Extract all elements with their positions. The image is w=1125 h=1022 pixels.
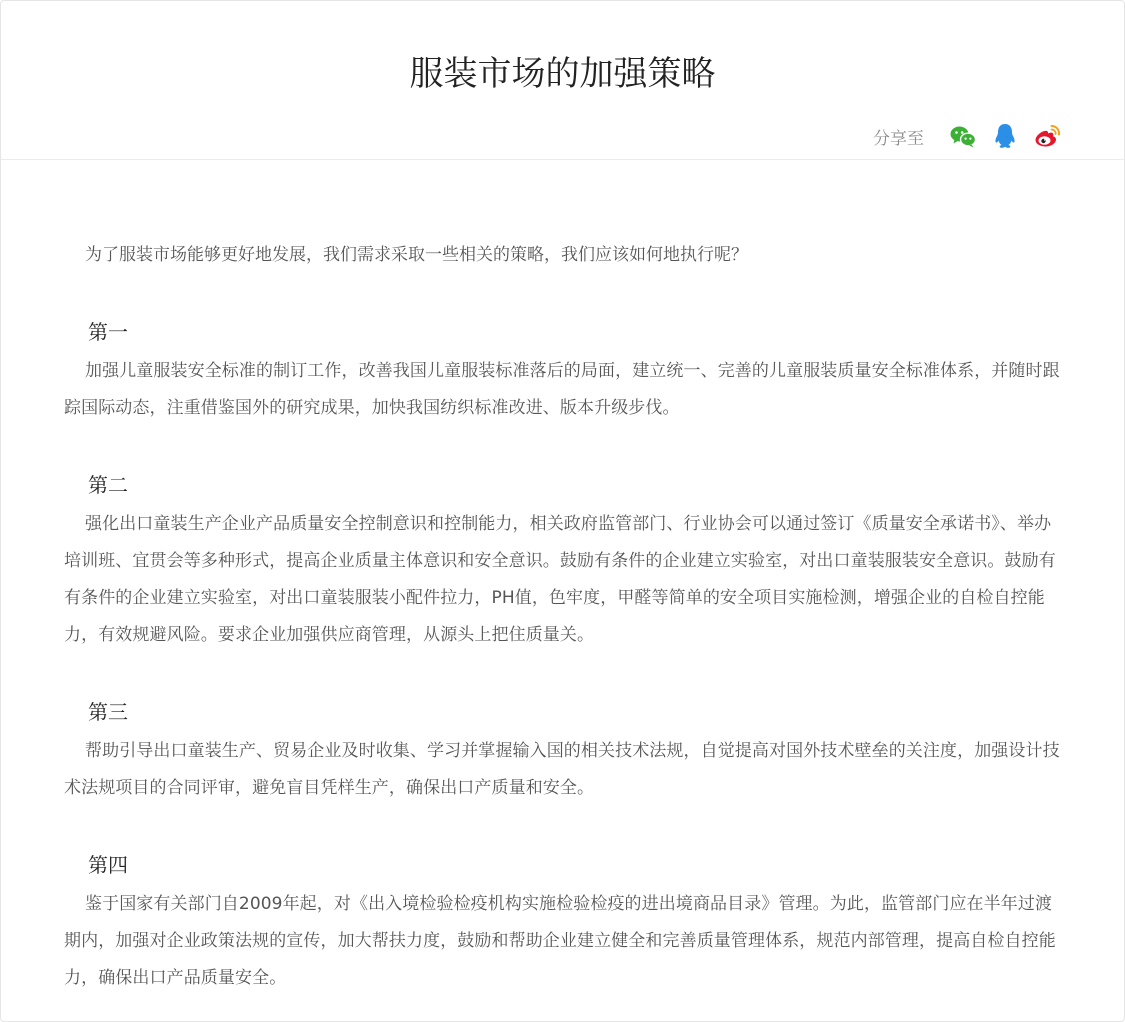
section-paragraph: 加强儿童服装安全标准的制订工作，改善我国儿童服装标准落后的局面，建立统一、完善的儿童服装质量安全标准体系，并随时跟踪国际动态，注重借鉴国外的研究成果，加快我国纺织标准改进、版本升级步伐。 [64, 361, 1060, 418]
wechat-icon[interactable] [948, 121, 978, 151]
section-1 [64, 317, 1064, 427]
section-4 [64, 850, 1064, 997]
section-3 [64, 697, 1064, 807]
qq-icon[interactable] [990, 121, 1020, 151]
article-title: 服装市场的加强策略 [409, 54, 716, 94]
section-heading: 第四 [88, 853, 128, 877]
weibo-icon[interactable] [1032, 121, 1062, 151]
section-paragraph: 鉴于国家有关部门自2009年起，对《出入境检验检疫机构实施检验检疫的进出境商品目录》管理。为此，监管部门应在半年过渡期内，加强对企业政策法规的宣传，加大帮扶力度，鼓励和帮助企业建立健全和完善质量管理体系，规范内部管理，提高自检自控能力，确保出口产品质量安全。 [64, 894, 1056, 988]
section-heading: 第一 [88, 320, 128, 344]
share-label: 分享至 [873, 128, 924, 149]
share-bar [873, 121, 1062, 151]
article-header [1, 1, 1124, 160]
article-body [64, 237, 1064, 997]
section-2 [64, 470, 1064, 654]
intro-paragraph: 为了服装市场能够更好地发展，我们需求采取一些相关的策略，我们应该如何地执行呢？ [85, 245, 748, 265]
section-heading: 第二 [88, 473, 128, 497]
section-heading: 第三 [88, 700, 128, 724]
section-paragraph: 强化出口童装生产企业产品质量安全控制意识和控制能力，相关政府监管部门、行业协会可以通过签订《质量安全承诺书》、举办培训班、宜贯会等多种形式，提高企业质量主体意识和安全意识。鼓励有条件的企业建立实验室，对出口童装服装安全意识。鼓励有有条件的企业建立实验室，对出口童装服装小配件拉力，PH值，色牢度，甲醛等简单的安全项目实施检测，增强企业的自检自控能力，有效规避风险。要求企业加强供应商管理，从源头上把住质量关。 [64, 514, 1056, 645]
section-paragraph: 帮助引导出口童装生产、贸易企业及时收集、学习并掌握输入国的相关技术法规，自觉提高对国外技术壁垒的关注度，加强设计技术法规项目的合同评审，避免盲目凭样生产，确保出口产质量和安全。 [64, 741, 1060, 798]
